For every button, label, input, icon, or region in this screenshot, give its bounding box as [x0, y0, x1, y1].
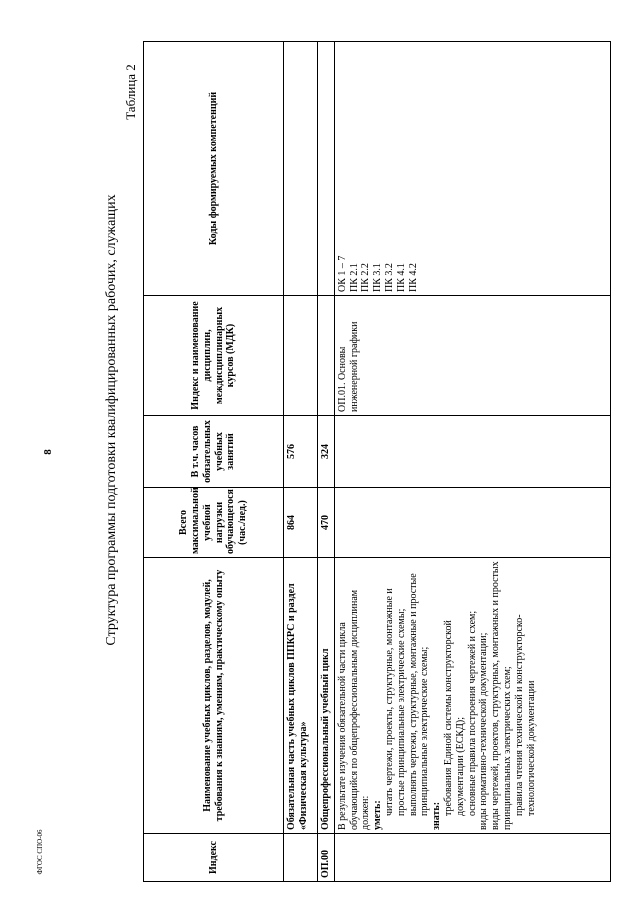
skill-item: читать чертежи, проекты, структурные, монтажные и простые принципиальные электрические схемы;	[383, 588, 407, 816]
skill-item: выполнять чертежи, структурные, монтажные и простые принципиальные электрические схемы;	[407, 573, 431, 816]
competency-code: ПК 3.1	[372, 263, 384, 292]
cell-discipline	[284, 296, 318, 416]
page-number: 8	[42, 449, 54, 455]
header-max-load: Всего максимальной учебной нагрузки обучающегося (час./нед.)	[144, 488, 284, 558]
cell-index	[334, 834, 610, 882]
header-name: Наименование учебных циклов, разделов, модулей, требования к знаниям, умениям, практическому опыту	[144, 558, 284, 834]
cell-index	[284, 834, 318, 882]
requirements-intro: В результате изучения обязательной части цикла обучающийся по общепрофессиональным дисциплинам должен:	[336, 589, 372, 830]
footer-code: ФГОС СПО-06	[36, 829, 44, 875]
structure-table-wrapper	[143, 42, 615, 882]
table-row	[284, 42, 318, 882]
competency-code: ОК 1 – 7	[336, 255, 348, 292]
competency-code: ПК 2.1	[348, 263, 360, 292]
knowledge-label: знать:	[431, 801, 443, 830]
knowledge-item: правила чтения технической и конструкторско-технологической документации	[513, 614, 537, 816]
table-label: Таблица 2	[123, 64, 138, 120]
table-row	[334, 42, 610, 882]
knowledge-item: основные правила построения чертежей и схем;	[466, 610, 478, 816]
skills-label: уметь:	[372, 800, 384, 830]
cell-discipline	[318, 296, 335, 416]
competency-code: ПК 4.2	[407, 263, 419, 292]
header-required: В т.ч. часов обязательных учебных занятий	[144, 416, 284, 488]
cell-index: ОП.00	[318, 834, 335, 882]
header-codes: Коды формируемых компетенций	[144, 42, 284, 296]
cell-name: Обязательная часть учебных циклов ППКРС и раздел «Физическая культура»	[284, 558, 318, 834]
cell-codes	[284, 42, 318, 296]
cell-codes	[318, 42, 335, 296]
cell-max-load: 470	[318, 488, 335, 558]
cell-max-load: 864	[284, 488, 318, 558]
cell-discipline: ОП.01. Основы инженерной графики	[334, 296, 610, 416]
table-row	[318, 42, 335, 882]
cell-max-load	[334, 488, 610, 558]
cell-required	[334, 416, 610, 488]
cell-name: Общепрофессиональный учебный цикл	[318, 558, 335, 834]
header-discipline: Индекс и наименование дисциплин, междисциплинарных курсов (МДК)	[144, 296, 284, 416]
knowledge-item: виды чертежей, проектов, структурных, монтажных и простых принципиальных электрических схем;	[490, 561, 513, 830]
cell-codes	[334, 42, 610, 296]
structure-table	[143, 41, 611, 882]
cell-required: 576	[284, 416, 318, 488]
knowledge-item: виды нормативно-технической документации;	[478, 632, 490, 830]
document-title: Структура программы подготовки квалифицированных рабочих, служащих	[104, 194, 119, 646]
competency-code: ПК 2.2	[360, 263, 372, 292]
competency-code: ПК 3.2	[383, 263, 395, 292]
header-index: Индекс	[144, 834, 284, 882]
cell-requirements	[334, 558, 610, 834]
cell-required: 324	[318, 416, 335, 488]
competency-code: ПК 4.1	[395, 263, 407, 292]
table-header-row	[144, 42, 284, 882]
knowledge-item: требования Единой системы конструкторской документации (ЕСКД);	[442, 620, 466, 816]
